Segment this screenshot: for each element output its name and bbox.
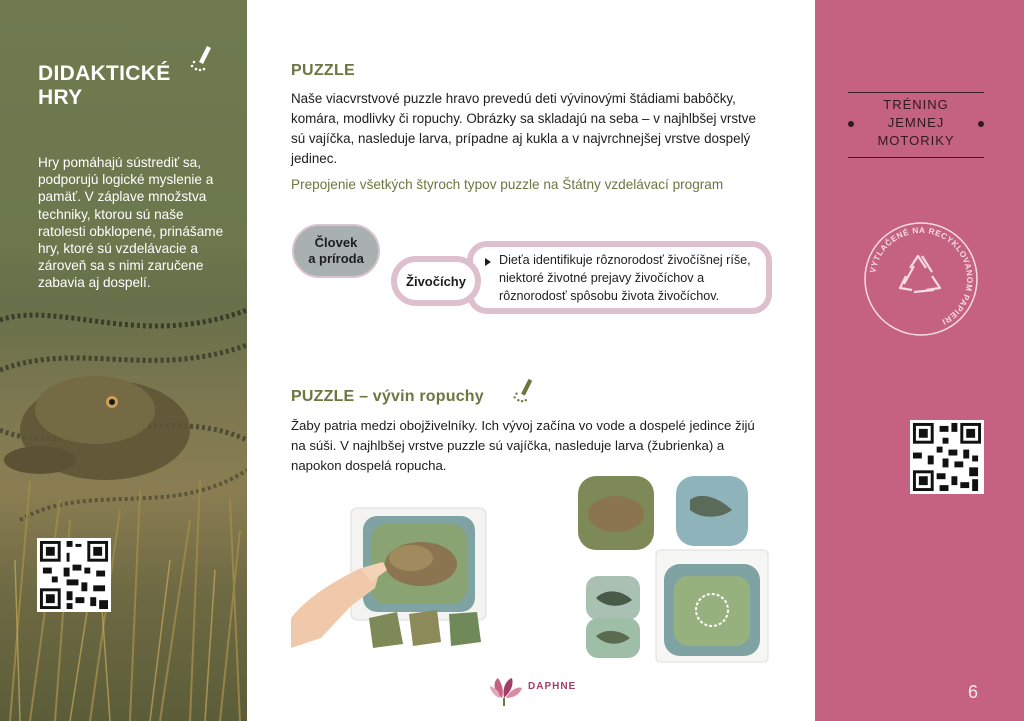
section-title-toad: PUZZLE – vývin ropuchy xyxy=(291,388,484,405)
left-title-line1: DIDAKTICKÉ xyxy=(38,62,171,85)
description-text: Dieťa identifikuje rôznorodosť živočíšnej ríše, niektoré životné prejavy živočíchov a rôznorodosť spôsobu života živočíchov. xyxy=(499,253,751,303)
cursor-click-icon xyxy=(187,42,215,74)
curriculum-subheading: Prepojenie všetkých štyroch typov puzzle na Štátny vzdelávací program xyxy=(291,177,724,192)
topic-label: Živočíchy xyxy=(406,273,466,289)
area-line2: a príroda xyxy=(308,251,364,266)
area-line1: Človek xyxy=(314,235,358,250)
left-intro-text: Hry pomáhajú sústrediť sa, podporujú logické myslenie a pamäť. V záplave množstva techniky, ktorou sú naše ratolesti obklopené, prinášame hry, ktoré sú vzdelávacie a zároveň sa s nimi zaručene zabavia aj dospelí. xyxy=(38,155,224,291)
page-number: 6 xyxy=(968,682,979,702)
bullet-arrow-icon xyxy=(485,258,491,266)
qr-code-icon[interactable] xyxy=(910,420,984,494)
puzzle-layers-photo xyxy=(572,470,772,666)
left-panel xyxy=(0,0,247,721)
puzzle-hand-photo xyxy=(291,498,513,658)
trening-line1: TRÉNING xyxy=(883,97,949,112)
recycle-stamp xyxy=(862,220,980,338)
topic-bubble xyxy=(391,256,481,306)
trening-label-box xyxy=(848,92,984,158)
puzzle-description: Naše viacvrstvové puzzle hravo prevedú deti vývinovými štádiami babôčky, komára, modlivky či ropuchy. Obrázky sa skladajú na seba – v najhlbšej vrstve sú vajíčka, nasleduje larva, prípadne aj kukla a v najvrchnejšej vrstve dospelý jedinec. xyxy=(291,91,756,166)
toad-description: Žaby patria medzi obojživelníky. Ich vývoj začína vo vode a dospelé jedince žijú na súši. V najhlbšej vrstve puzzle sú vajíčka, nasleduje larva (žubrienka) a napokon dospelá ropucha. xyxy=(291,418,755,473)
logo-name: DAPHNE xyxy=(528,681,577,692)
area-bubble xyxy=(292,224,380,278)
trening-line3: MOTORIKY xyxy=(877,133,955,148)
description-bubble xyxy=(467,241,772,314)
section-title-puzzle: PUZZLE xyxy=(291,62,356,79)
daphne-flower-logo-icon xyxy=(486,672,606,712)
qr-code-icon[interactable] xyxy=(37,538,111,612)
trening-line2: JEMNEJ xyxy=(887,115,945,130)
stamp-text: VYTLAČENÉ NA RECYKLOVANOM PAPIERI xyxy=(868,225,975,327)
cursor-click-icon xyxy=(510,375,536,405)
bullet-dot-icon xyxy=(848,121,854,127)
left-title xyxy=(38,62,171,110)
bullet-dot-icon xyxy=(978,121,984,127)
recycle-icon xyxy=(900,256,940,292)
left-title-line2: HRY xyxy=(38,86,83,109)
svg-text:VYTLAČENÉ NA RECYKLOVANOM PAPI xyxy=(868,226,974,327)
